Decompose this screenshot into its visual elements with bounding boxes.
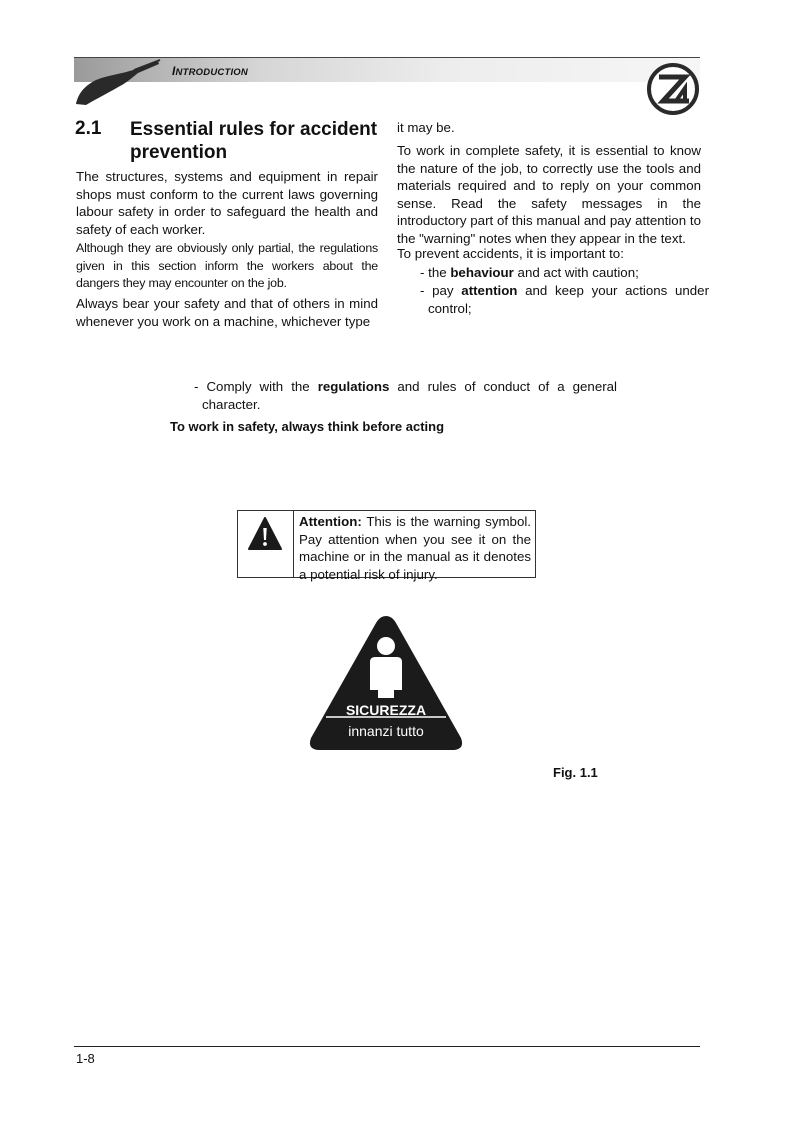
list-item — [420, 282, 709, 317]
safety-sign-figure — [306, 612, 466, 754]
brand-logo — [645, 61, 701, 117]
body-paragraph: To work in complete safety, it is essential to know the nature of the job, to correctly use the tools and materials required and to reply on your common sense. Read the safety messages in the introductory part of this manual and pay attention to the "warning" notes when they appear in the text. — [397, 143, 701, 246]
body-paragraph: The structures, systems and equipment in repair shops must conform to the current laws governing labour safety in order to safeguard the health and safety of each worker. — [76, 169, 378, 237]
pointing-hand-icon — [74, 58, 164, 108]
sign-line-2: innanzi tutto — [348, 723, 424, 739]
list-item-text: - the — [420, 265, 451, 280]
header-band — [74, 57, 700, 82]
list-item-text: and act with caution; — [513, 265, 639, 280]
warning-triangle-icon — [247, 516, 283, 552]
footer-rule — [74, 1046, 700, 1047]
body-paragraph: Always bear your safety and that of others in mind whenever you work on a machine, whichever type — [76, 296, 378, 329]
body-paragraph: it may be. — [397, 120, 455, 135]
sign-line-1: SICUREZZA — [345, 702, 427, 718]
list-item-emphasis: behaviour — [450, 265, 514, 280]
list-item-text: - pay — [420, 283, 462, 298]
section-title: Essential rules for accident prevention — [130, 119, 378, 163]
person-head-icon — [377, 637, 395, 655]
header-title — [172, 64, 248, 78]
warning-icon-cell — [238, 511, 294, 577]
warning-text — [294, 511, 535, 582]
body-paragraph: Although they are obviously only partial, the regulations given in this section inform the workers about the dangers they may encounter on the job. — [76, 241, 378, 290]
section-number: 2.1 — [75, 118, 102, 139]
warning-message: This is the warning symbol. Pay attention when you see it on the machine or in the manual as it denotes a potential risk of injury. — [299, 514, 531, 582]
list-item-text: and keep your actions under control; — [428, 283, 710, 316]
list-item — [194, 378, 617, 413]
figure-caption: Fig. 1.1 — [553, 765, 598, 780]
warning-label: Attention: — [299, 514, 362, 529]
body-paragraph: To prevent accidents, it is important to: — [397, 246, 624, 261]
warning-box — [237, 510, 536, 582]
safety-motto: To work in safety, always think before acting — [170, 419, 445, 434]
list-item-text: - Comply with the — [194, 379, 318, 394]
list-item-emphasis: attention — [461, 283, 518, 298]
list-item-emphasis: regulations — [317, 379, 390, 394]
list-item — [420, 264, 709, 282]
page-number: 1-8 — [76, 1051, 95, 1066]
header-title-initial: I — [172, 64, 176, 78]
list-item-text: and rules of conduct of a general character. — [202, 379, 617, 412]
header-title-rest: NTRODUCTION — [175, 67, 248, 78]
